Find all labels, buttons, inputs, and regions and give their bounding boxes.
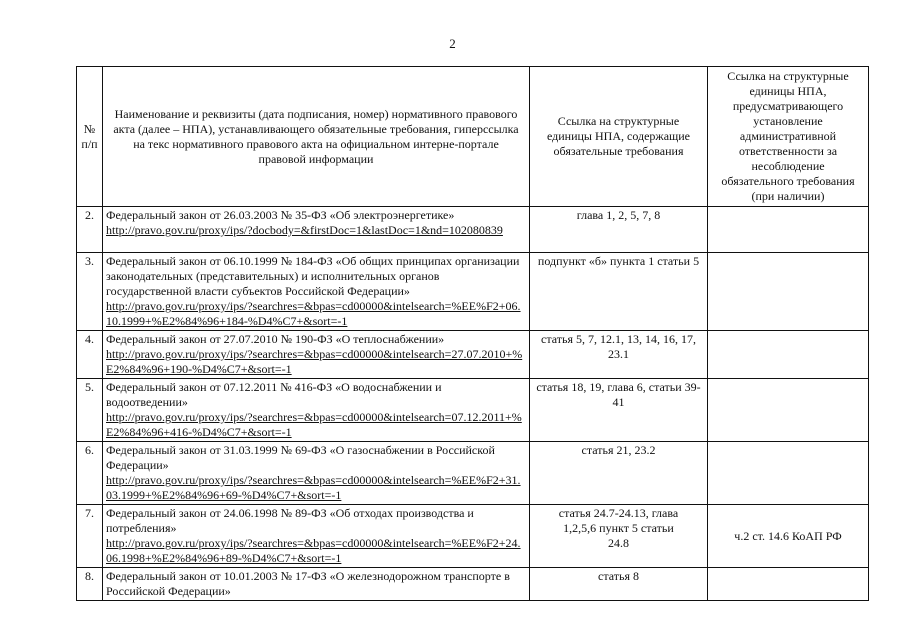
row-adm [708, 253, 869, 331]
law-link[interactable]: http://pravo.gov.ru/proxy/ips/?searchres=&bpas=cd00000&intelsearch=%EE%F2+24.06.1998+%E2%84%96+89-%D4%C7+&sort=-1 [106, 536, 521, 565]
row-law-cell [103, 442, 530, 505]
header-adm: Ссылка на структурные единицы НПА, предусматривающего установление административной ответственности за несоблюдение обязательного требования (при наличии) [708, 67, 869, 207]
row-law-cell [103, 207, 530, 253]
table-row [77, 505, 869, 568]
row-ref: статья 21, 23.2 [530, 442, 708, 505]
row-num: 4. [77, 331, 103, 379]
law-title: Федеральный закон от 31.03.1999 № 69-ФЗ «О газоснабжении в Российской Федерации» [106, 443, 495, 472]
row-ref: статья 8 [530, 568, 708, 601]
table-row [77, 331, 869, 379]
row-num: 2. [77, 207, 103, 253]
header-ref: Ссылка на структурные единицы НПА, содержащие обязательные требования [530, 67, 708, 207]
row-ref: статья 24.7-24.13, глава 1,2,5,6 пункт 5 статьи 24.8 [530, 505, 708, 568]
table-row [77, 207, 869, 253]
table-row [77, 379, 869, 442]
law-title: Федеральный закон от 10.01.2003 № 17-ФЗ «О железнодорожном транспорте в Российской Федерации» [106, 569, 510, 598]
row-adm [708, 379, 869, 442]
row-law-cell [103, 568, 530, 601]
row-law-cell [103, 505, 530, 568]
law-title: Федеральный закон от 27.07.2010 № 190-ФЗ «О теплоснабжении» [106, 332, 445, 346]
header-name: Наименование и реквизиты (дата подписания, номер) нормативного правового акта (далее – НПА), устанавливающего обязательные требования, гиперссылка на текс нормативного правового акта на официальном интерне-портале правовой информации [103, 67, 530, 207]
row-ref: подпункт «б» пункта 1 статьи 5 [530, 253, 708, 331]
row-num: 7. [77, 505, 103, 568]
law-title: Федеральный закон от 26.03.2003 № 35-ФЗ «Об электроэнергетике» [106, 208, 455, 222]
row-law-cell [103, 331, 530, 379]
row-ref: глава 1, 2, 5, 7, 8 [530, 207, 708, 253]
row-law-cell [103, 379, 530, 442]
row-ref: статья 5, 7, 12.1, 13, 14, 16, 17, 23.1 [530, 331, 708, 379]
table-row [77, 442, 869, 505]
row-adm [708, 442, 869, 505]
npa-table [76, 66, 869, 601]
law-link[interactable]: http://pravo.gov.ru/proxy/ips/?searchres=&bpas=cd00000&intelsearch=%EE%F2+06.10.1999+%E2%84%96+184-%D4%C7+&sort=-1 [106, 299, 521, 328]
table-row [77, 568, 869, 601]
row-adm [708, 331, 869, 379]
header-num: № п/п [77, 67, 103, 207]
table-header-row [77, 67, 869, 207]
law-title: Федеральный закон от 06.10.1999 № 184-ФЗ «Об общих принципах организации законодательных (представительных) и исполнительных органов государственной власти субъектов Российской Федерации» [106, 254, 520, 298]
law-link[interactable]: http://pravo.gov.ru/proxy/ips/?searchres=&bpas=cd00000&intelsearch=27.07.2010+%E2%84%96+190-%D4%C7+&sort=-1 [106, 347, 523, 376]
row-num: 8. [77, 568, 103, 601]
law-title: Федеральный закон от 24.06.1998 № 89-ФЗ «Об отходах производства и потребления» [106, 506, 474, 535]
row-adm [708, 207, 869, 253]
row-ref: статья 18, 19, глава 6, статьи 39-41 [530, 379, 708, 442]
table-row [77, 253, 869, 331]
row-num: 3. [77, 253, 103, 331]
row-num: 5. [77, 379, 103, 442]
row-law-cell [103, 253, 530, 331]
page-number: 2 [449, 36, 456, 51]
row-adm: ч.2 ст. 14.6 КоАП РФ [708, 505, 869, 568]
row-num: 6. [77, 442, 103, 505]
law-link[interactable]: http://pravo.gov.ru/proxy/ips/?searchres=&bpas=cd00000&intelsearch=07.12.2011+%E2%84%96+416-%D4%C7+&sort=-1 [106, 410, 522, 439]
law-link[interactable]: http://pravo.gov.ru/proxy/ips/?docbody=&firstDoc=1&lastDoc=1&nd=102080839 [106, 223, 503, 237]
law-link[interactable]: http://pravo.gov.ru/proxy/ips/?searchres=&bpas=cd00000&intelsearch=%EE%F2+31.03.1999+%E2%84%96+69-%D4%C7+&sort=-1 [106, 473, 521, 502]
row-adm [708, 568, 869, 601]
law-title: Федеральный закон от 07.12.2011 № 416-ФЗ «О водоснабжении и водоотведении» [106, 380, 442, 409]
